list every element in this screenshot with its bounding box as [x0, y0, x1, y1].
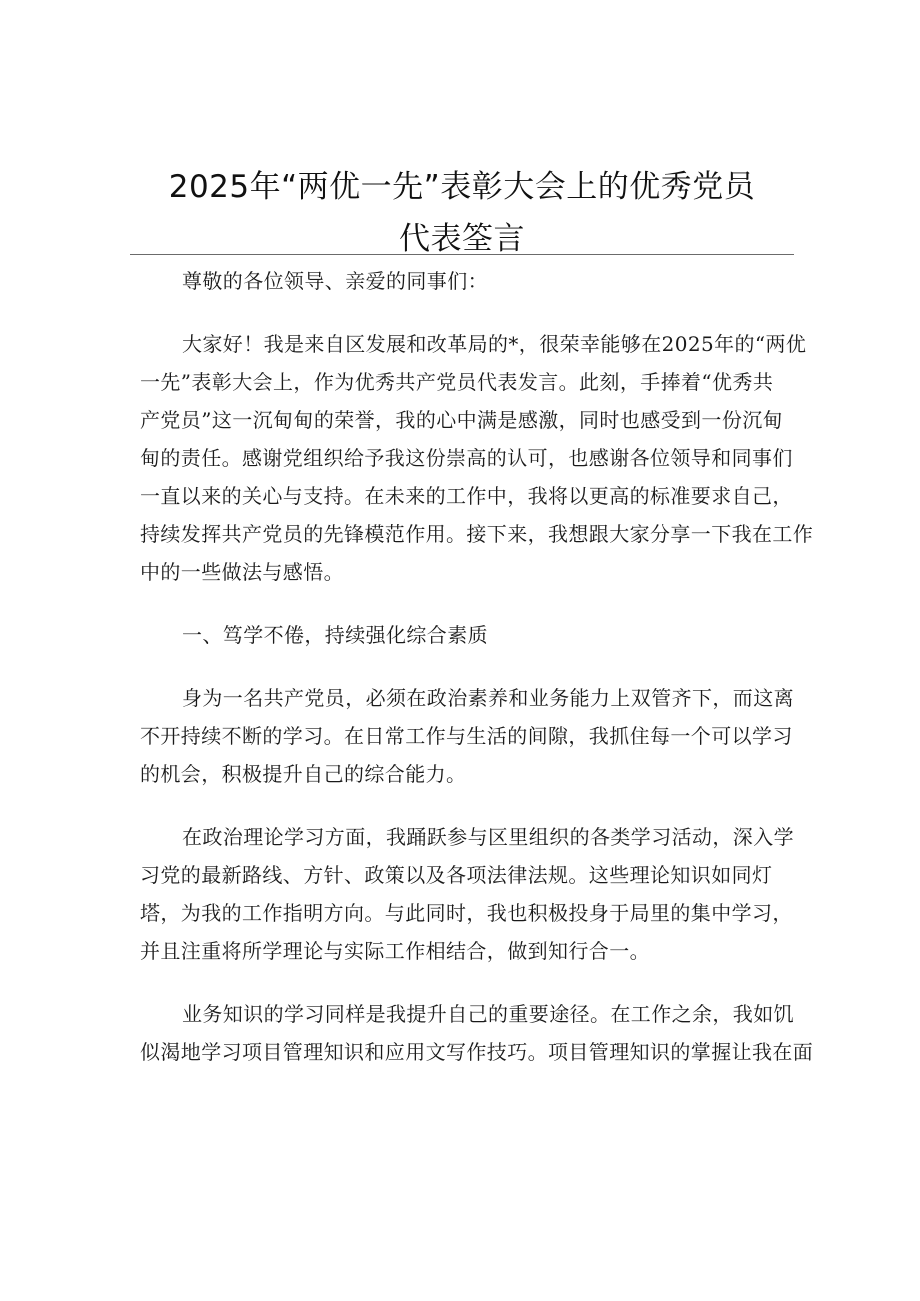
salutation	[140, 262, 800, 300]
document-title-line-2: 代表筌言	[399, 221, 525, 257]
study-paragraph	[140, 679, 800, 793]
text-line: 业务知识的学习同样是我提升自己的重要途径。在工作之余，我如饥	[182, 1002, 794, 1026]
section-heading-1	[140, 616, 800, 654]
text-line: 不开持续不断的学习。在日常工作与生活的间隙，我抓住每一个可以学习	[140, 724, 793, 748]
text-line: 一先”表彰大会上，作为优秀共产党员代表发言。此刻，手捧着“优秀共	[140, 370, 774, 394]
text-line: 一直以来的关心与支持。在未来的工作中，我将以更高的标准要求自己，	[140, 484, 793, 508]
text-line: 中的一些做法与感悟。	[140, 560, 344, 584]
text-line: 甸的责任。感谢党组织给予我这份崇高的认可，也感谢各位领导和同事们	[140, 446, 793, 470]
text-line: 在政治理论学习方面，我踊跃参与区里组织的各类学习活动，深入学	[182, 825, 794, 849]
text-line: 产党员”这一沉甸甸的荣誉，我的心中满是感激，同时也感受到一份沉甸	[140, 408, 784, 432]
text-line: 大家好！我是来自区发展和改革局的*，很荣幸能够在2025年的“两优	[182, 332, 807, 356]
text-line: 并且注重将所学理论与实际工作相结合，做到知行合一。	[140, 939, 650, 963]
title-divider	[130, 254, 794, 255]
text-line: 尊敬的各位领导、亲爱的同事们：	[182, 269, 488, 293]
opening	[140, 325, 814, 591]
document-body	[140, 262, 814, 1096]
text-line: 一、笃学不倦，持续强化综合素质	[182, 623, 488, 647]
text-line: 似渴地学习项目管理知识和应用文写作技巧。项目管理知识的掌握让我在面	[140, 1040, 814, 1064]
text-line: 塔，为我的工作指明方向。与此同时，我也积极投身于局里的集中学习，	[140, 901, 793, 925]
text-line: 习党的最新路线、方针、政策以及各项法律法规。这些理论知识如同灯	[140, 863, 773, 887]
business-knowledge-paragraph	[140, 995, 814, 1071]
text-line: 身为一名共产党员，必须在政治素养和业务能力上双管齐下，而这离	[182, 686, 794, 710]
document-title-line-1: 2025年“两优一先”表彰大会上的优秀党员	[168, 169, 756, 205]
text-line: 持续发挥共产党员的先锋模范作用。接下来，我想跟大家分享一下我在工作	[140, 522, 814, 546]
political-theory-paragraph	[140, 818, 800, 970]
text-line: 的机会，积极提升自己的综合能力。	[140, 762, 467, 786]
